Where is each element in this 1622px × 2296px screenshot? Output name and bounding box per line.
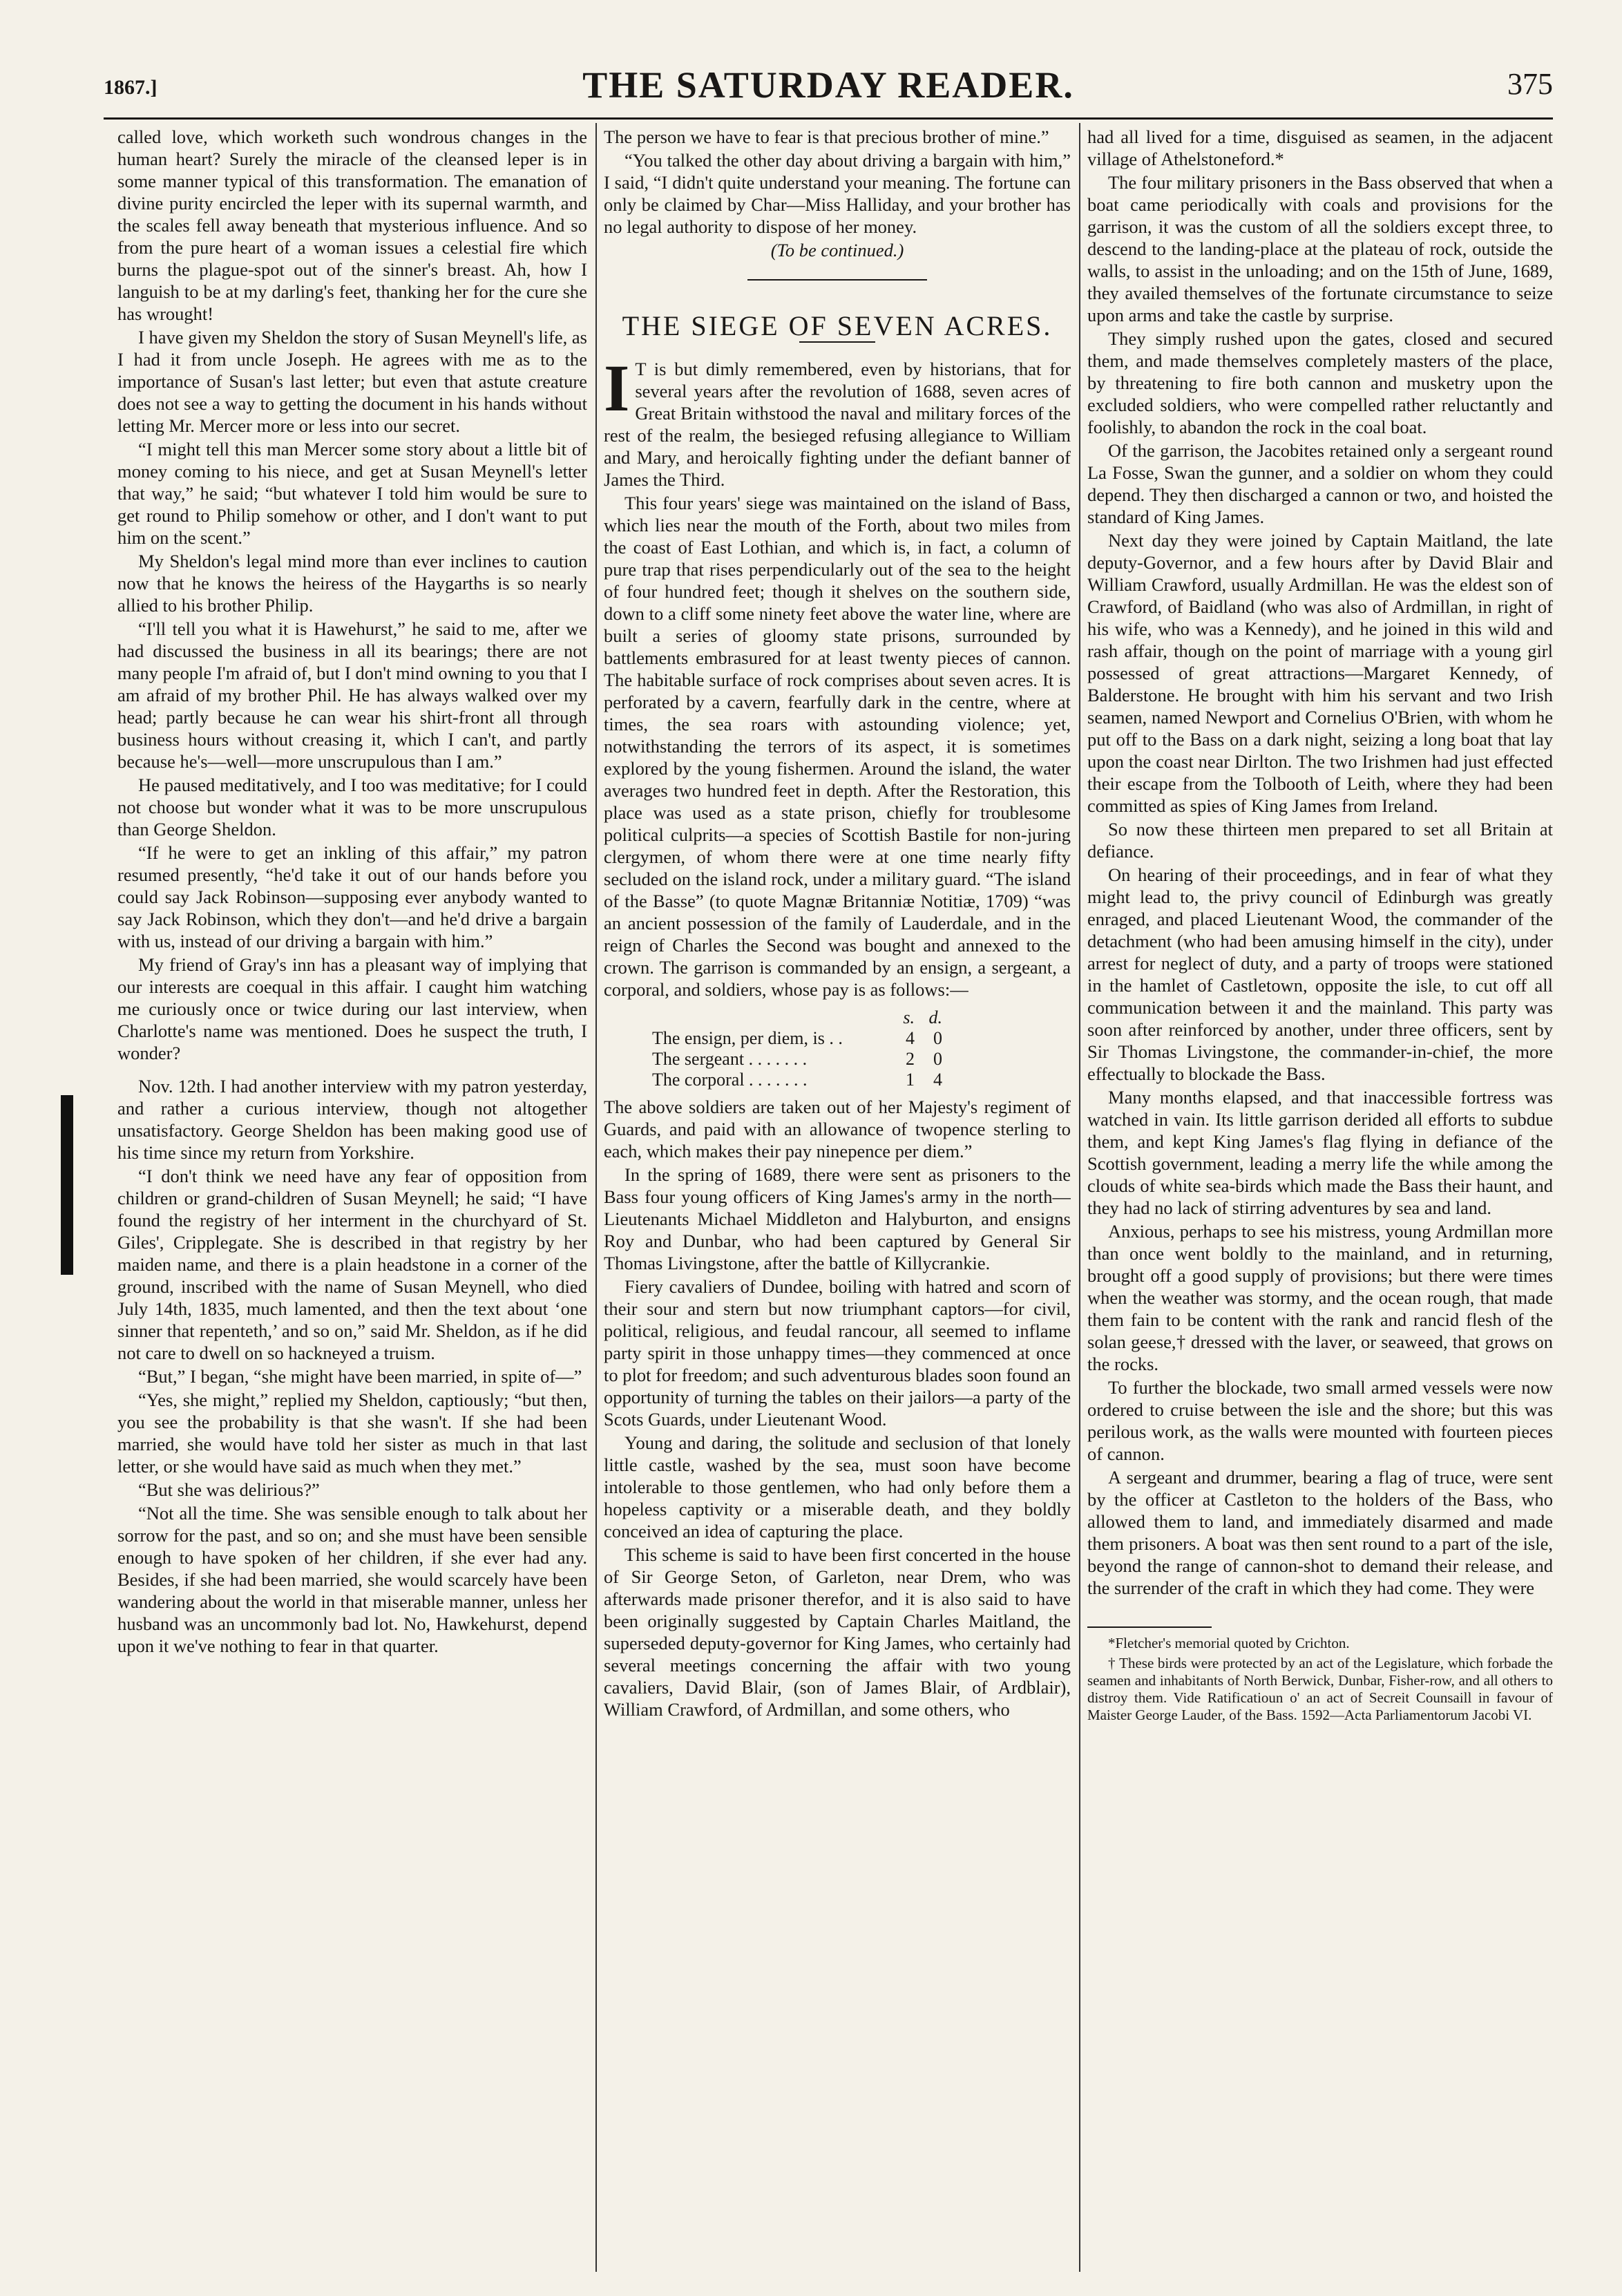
pay-row: The ensign, per diem, is . . 4 0 [652, 1028, 942, 1048]
paragraph: “I don't think we need have any fear of opposition from children or grand-children of Susan Meynell; he said; “I have found the registry of her interment in the churchyard of St. Giles', Cripplegate. She is described in that registry by her maiden name, and there is a plain headstone in a corner of the ground, inscribed with the name of Susan Meynell, who died July 14th, 1835, much lamented, and then the text about ‘one sinner that repenteth,’ and so on,” said Mr. Sheldon, as if he did not care to dwell on so hackneyed a truism. [117, 1166, 587, 1363]
column-2 [604, 126, 1071, 2268]
pence-header: d. [928, 1007, 942, 1027]
paragraph: So now these thirteen men prepared to set all Britain at defiance. [1087, 819, 1553, 862]
pay-row: The corporal . . . . . . . 1 4 [652, 1070, 942, 1090]
title-rule [799, 341, 875, 343]
paragraph: “But she was delirious?” [138, 1479, 320, 1500]
paragraph: “Yes, she might,” replied my Sheldon, captiously; “but then, you see the probability is that she wasn't. If she had been married, she would have told her sister as much in that last letter, or she would have said as much when they met.” [117, 1389, 587, 1477]
paragraph: I have given my Sheldon the story of Susan Meynell's life, as I had it from uncle Joseph. He agrees with me as to the importance of Susan's last letter; but even that astute creature does not see a way to getting the document in his hands without letting Mr. Mercer more or less into our secret. [117, 327, 587, 436]
page-header [104, 64, 1553, 112]
opening-text: T is but dimly remembered, even by historians, that for several years after the revolution of 1688, seven acres of Great Britain withstood the naval and military forces of the rest of the realm, the besieged refusing allegiance to William and Mary, and heroically fighting under the defiant banner of James the Third. [604, 359, 1071, 490]
header-year: 1867.] [104, 76, 158, 99]
paragraph: had all lived for a time, disguised as seamen, in the adjacent village of Athelstoneford.* [1087, 126, 1553, 169]
section-separator [747, 279, 927, 281]
paragraph: Of the garrison, the Jacobites retained only a sergeant round La Fosse, Swan the gunner, and a soldier on whom they could depend. They then discharged a cannon or two, and hoisted the standard of King James. [1087, 440, 1553, 527]
paragraph: “I might tell this man Mercer some story about a little bit of money coming to his niece, and get at Susan Meynell's letter that way,” he said; “but whatever I told him would be sure to get round to Philip somehow or other, and I don't want to put him on the scent.” [117, 439, 587, 548]
paragraph: The four military prisoners in the Bass observed that when a boat came periodically with coals and provisions for the garrison, it was the custom of all the soldiers except three, to descend to the landing-place at the plateau of rock, outside the walls, to assist in the unloading; and on the 15th of June, 1689, they availed themselves of the fortunate circumstance to seize upon arms and take the castle by surprise. [1087, 172, 1553, 325]
margin-mark [61, 1095, 73, 1275]
paragraph: The above soldiers are taken out of her Majesty's regiment of Guards, and paid with an allowance of twopence sterling to each, which makes their pay ninepence per diem.” [604, 1097, 1071, 1161]
footnote: † These birds were protected by an act of the Legislature, which forbade the seamen and inhabitants of North Berwick, Dunbar, Fisher-row, and all others to distroy them. Vide Ratificatioun o' an act of Secreit Counsaill in favour of Maister George Lauder, of the Bass. 1592—Acta Parliamentorum Jacobi VI. [1087, 1655, 1553, 1723]
publication-title: THE SATURDAY READER. [582, 64, 1074, 106]
shillings-header: s. [903, 1007, 915, 1027]
paragraph: “If he were to get an inkling of this affair,” my patron resumed presently, “he'd take it out of our hands before you could say Jack Robinson—supposing ever anybody wanted to say Jack Robinson, which they don't—and he'd drive a bargain with us, instead of our driving a bargain with him.” [117, 842, 587, 951]
header-rule [104, 117, 1553, 120]
drop-cap: I [604, 351, 630, 425]
paragraph: “Not all the time. She was sensible enough to talk about her sorrow for the past, and so on; and she must have been sensible enough to have spoken of her children, if she ever had any. Besides, if she had been married, she would scarcely have been wandering about the world in that miserable manner, unless her husband was an uncommonly bad lot. No, Hawkehurst, depend upon it we've nothing to fear in that quarter. [117, 1503, 587, 1656]
paragraph: Nov. 12th. I had another interview with my patron yesterday, and rather a curious interview, though not altogether unsatisfactory. George Sheldon has been making good use of his time since my return from Yorkshire. [117, 1076, 587, 1163]
paragraph: Anxious, perhaps to see his mistress, young Ardmillan more than once went boldly to the mainland, and in returning, brought off a good supply of provisions; but there were times when the weather was stormy, and the ocean rough, that made them fain to be content with the rank and rancid flesh of the solan geese,† dressed with the laver, or seaweed, that grows on the rocks. [1087, 1221, 1553, 1374]
paragraph: A sergeant and drummer, bearing a flag of truce, were sent by the officer at Castleton to the holders of the Bass, who allowed them to land, and immediately disarmed and made them prisoners. A boat was then sent round to a part of the isle, beyond the range of cannon-shot to demand their release, and the surrender of the craft in which they had come. They were [1087, 1467, 1553, 1598]
paragraph: This four years' siege was maintained on the island of Bass, which lies near the mouth of the Forth, about two miles from the coast of East Lothian, and which is, in fact, a column of pure trap that rises perpendicularly out of the sea to the height of four hundred feet; though it shelves on the southern side, down to a cliff some ninety feet above the water line, where are built a series of gloomy state prisons, surrounded by battlements embrasured for at least twenty pieces of cannon. The habitable surface of rock comprises about seven acres. It is perforated by a cavern, fearfully dark in the centre, where at times, the sea roars with astounding violence; yet, notwithstanding the terrors of its aspect, it is sometimes explored by the young fishermen. Around the island, the water averages two hundred feet in depth. After the Restoration, this place was used as a state prison, chiefly for troublesome political culprits—a species of Scottish Bastile for non-juring clergymen, of whom there were at one time nearly fifty secluded on the island rock, under a military guard. “The island of the Basse” (to quote Magnæ Britanniæ Notitiæ, 1709) “was an ancient possession of the family of Lauderdale, and in the reign of Charles the Second was bought and annexed to the crown. The garrison is commanded by an ensign, a sergeant, a corporal, and soldiers, whose pay is as follows:— [604, 493, 1071, 1000]
paragraph: They simply rushed upon the gates, closed and secured them, and made themselves completely masters of the place, by threatening to fire both cannon and musketry upon the excluded soldiers, who were compelled rather reluctantly and foolishly, to abandon the rock in the coal boat. [1087, 328, 1553, 437]
paragraph: On hearing of their proceedings, and in fear of what they might lead to, the privy council of Edinburgh was greatly enraged, and placed Lieutenant Wood, the commander of the detachment (who had been amusing himself in the city), under arrest for neglect of duty, and a party of troops were stationed in the hamlet of Castletown, opposite the isle, to cut off all communication between it and the mainland. This party was soon after reinforced by another, under three officers, sent by Sir Thomas Livingstone, the commander-in-chief, the more effectually to blockade the Bass. [1087, 864, 1553, 1084]
column-3 [1087, 126, 1553, 2268]
paragraph: “You talked the other day about driving a bargain with him,” I said, “I didn't quite understand your meaning. The fortune can only be claimed by Char—Miss Halliday, and your brother has no legal authority to dispose of her money. [604, 150, 1071, 237]
paragraph: Many months elapsed, and that inaccessible fortress was watched in vain. Its little garrison derided all efforts to subdue them, and kept King James's flag flying in defiance of the Scottish government, leading a merry life the while among the clouds of white sea-birds which made the Bass their haunt, and they had no lack of stirring adventures by sea and land. [1087, 1087, 1553, 1218]
article-opening [604, 351, 1071, 491]
footnote: *Fletcher's memorial quoted by Crichton. [1108, 1635, 1350, 1651]
paragraph: In the spring of 1689, there were sent as prisoners to the Bass four young officers of King James's army in the north—Lieutenants Michael Middleton and Halyburton, and ensigns Roy and Dunbar, who had been captured by General Sir Thomas Livingstone, after the battle of Killycrankie. [604, 1164, 1071, 1273]
paragraph: My friend of Gray's inn has a pleasant way of implying that our interests are coequal in this affair. I caught him watching me curiously once or twice during our last interview, when Charlotte's name was mentioned. Does he suspect the truth, I wonder? [117, 954, 587, 1063]
to-be-continued: (To be continued.) [770, 240, 904, 260]
paragraph: “But,” I began, “she might have been married, in spite of—” [138, 1366, 582, 1387]
footnote-rule [1087, 1626, 1212, 1628]
column-divider-1 [595, 123, 597, 2272]
pay-table-header [652, 1007, 942, 1028]
column-1 [117, 126, 587, 2268]
paragraph: The person we have to fear is that precious brother of mine.” [604, 126, 1049, 147]
article-title: THE SIEGE OF SEVEN ACRES. [622, 310, 1053, 341]
paragraph: called love, which worketh such wondrous changes in the human heart? Surely the miracle of the cleansed leper is in some manner typical of this transformation. The emanation of divine purity encircled the leper with its supernal warmth, and the scales fell away beneath that mysterious influence. And so from the pure heart of a woman issues a celestial fire which burns the plague-spot out of the sinner's breast. Ah, how I languish to be at my darling's feet, thanking her for the cure she has wrought! [117, 126, 587, 324]
pay-row: The sergeant . . . . . . . 2 0 [652, 1049, 942, 1069]
pay-table [652, 1007, 942, 1090]
paragraph: To further the blockade, two small armed vessels were now ordered to cruise between the isle and the shore; but this was perilous work, as the walls were mounted with fourteen pieces of cannon. [1087, 1377, 1553, 1464]
column-divider-2 [1079, 123, 1080, 2272]
paragraph: Next day they were joined by Captain Maitland, the late deputy-Governor, and a few hours after by David Blair and William Crawford, usually Ardmillan. He was the eldest son of Crawford, of Baidland (who was also of Ardmillan, in right of his wife, who was a Kennedy), and he joined in this wild and rash affair, though on the point of marriage with a young girl possessed of great attractions—Margaret Kennedy, of Balderstone. He brought with him his servant and two Irish seamen, named Newport and Cornelius O'Brien, with whom he put off to the Bass on a dark night, seizing a long boat that lay upon the coast near Dirlton. The two Irishmen had just effected their escape from the Tolbooth of Leith, where they had been committed as spies of King James from Ireland. [1087, 530, 1553, 816]
paragraph: Young and daring, the solitude and seclusion of that lonely little castle, washed by the sea, must soon have become intolerable to those gentlemen, who had only before them a hopeless captivity or a miserable death, and they boldly conceived an idea of capturing the place. [604, 1432, 1071, 1541]
page-number: 375 [1507, 67, 1553, 101]
paragraph: Fiery cavaliers of Dundee, boiling with hatred and scorn of their sour and stern but now triumphant captors—for civil, political, religious, and feudal rancour, all seemed to inflame party spirit in those unhappy times—they commenced at once to plot for freedom; and such adventurous blades soon found an opportunity of turning the tables on their jailors—a party of the Scots Guards, under Lieutenant Wood. [604, 1276, 1071, 1430]
paragraph: My Sheldon's legal mind more than ever inclines to caution now that he knows the heiress of the Haygarths is so nearly allied to his brother Philip. [117, 551, 587, 616]
paragraph: He paused meditatively, and I too was meditative; for I could not choose but wonder what it was to be more unscrupulous than George Sheldon. [117, 775, 587, 839]
paragraph: “I'll tell you what it is Hawehurst,” he said to me, after we had discussed the business in all its bearings; there are not many people I'm afraid of, but I don't mind owning to you that I am afraid of my brother Phil. He has always walked over my head; partly because he can wear his shirt-front all through business hours without creasing it, which I can't, and partly because he's—well—more unscrupulous than I am.” [117, 618, 587, 772]
paragraph: This scheme is said to have been first concerted in the house of Sir George Seton, of Garleton, near Drem, who was afterwards made prisoner therefor, and it is also said to have been originally suggested by Captain Charles Maitland, the superseded deputy-governor for King James, who certainly had several meetings concerning the affair with two young cavaliers, David Blair, (son of James Blair, of Ardblair), William Crawford, of Ardmillan, and some others, who [604, 1544, 1071, 1720]
